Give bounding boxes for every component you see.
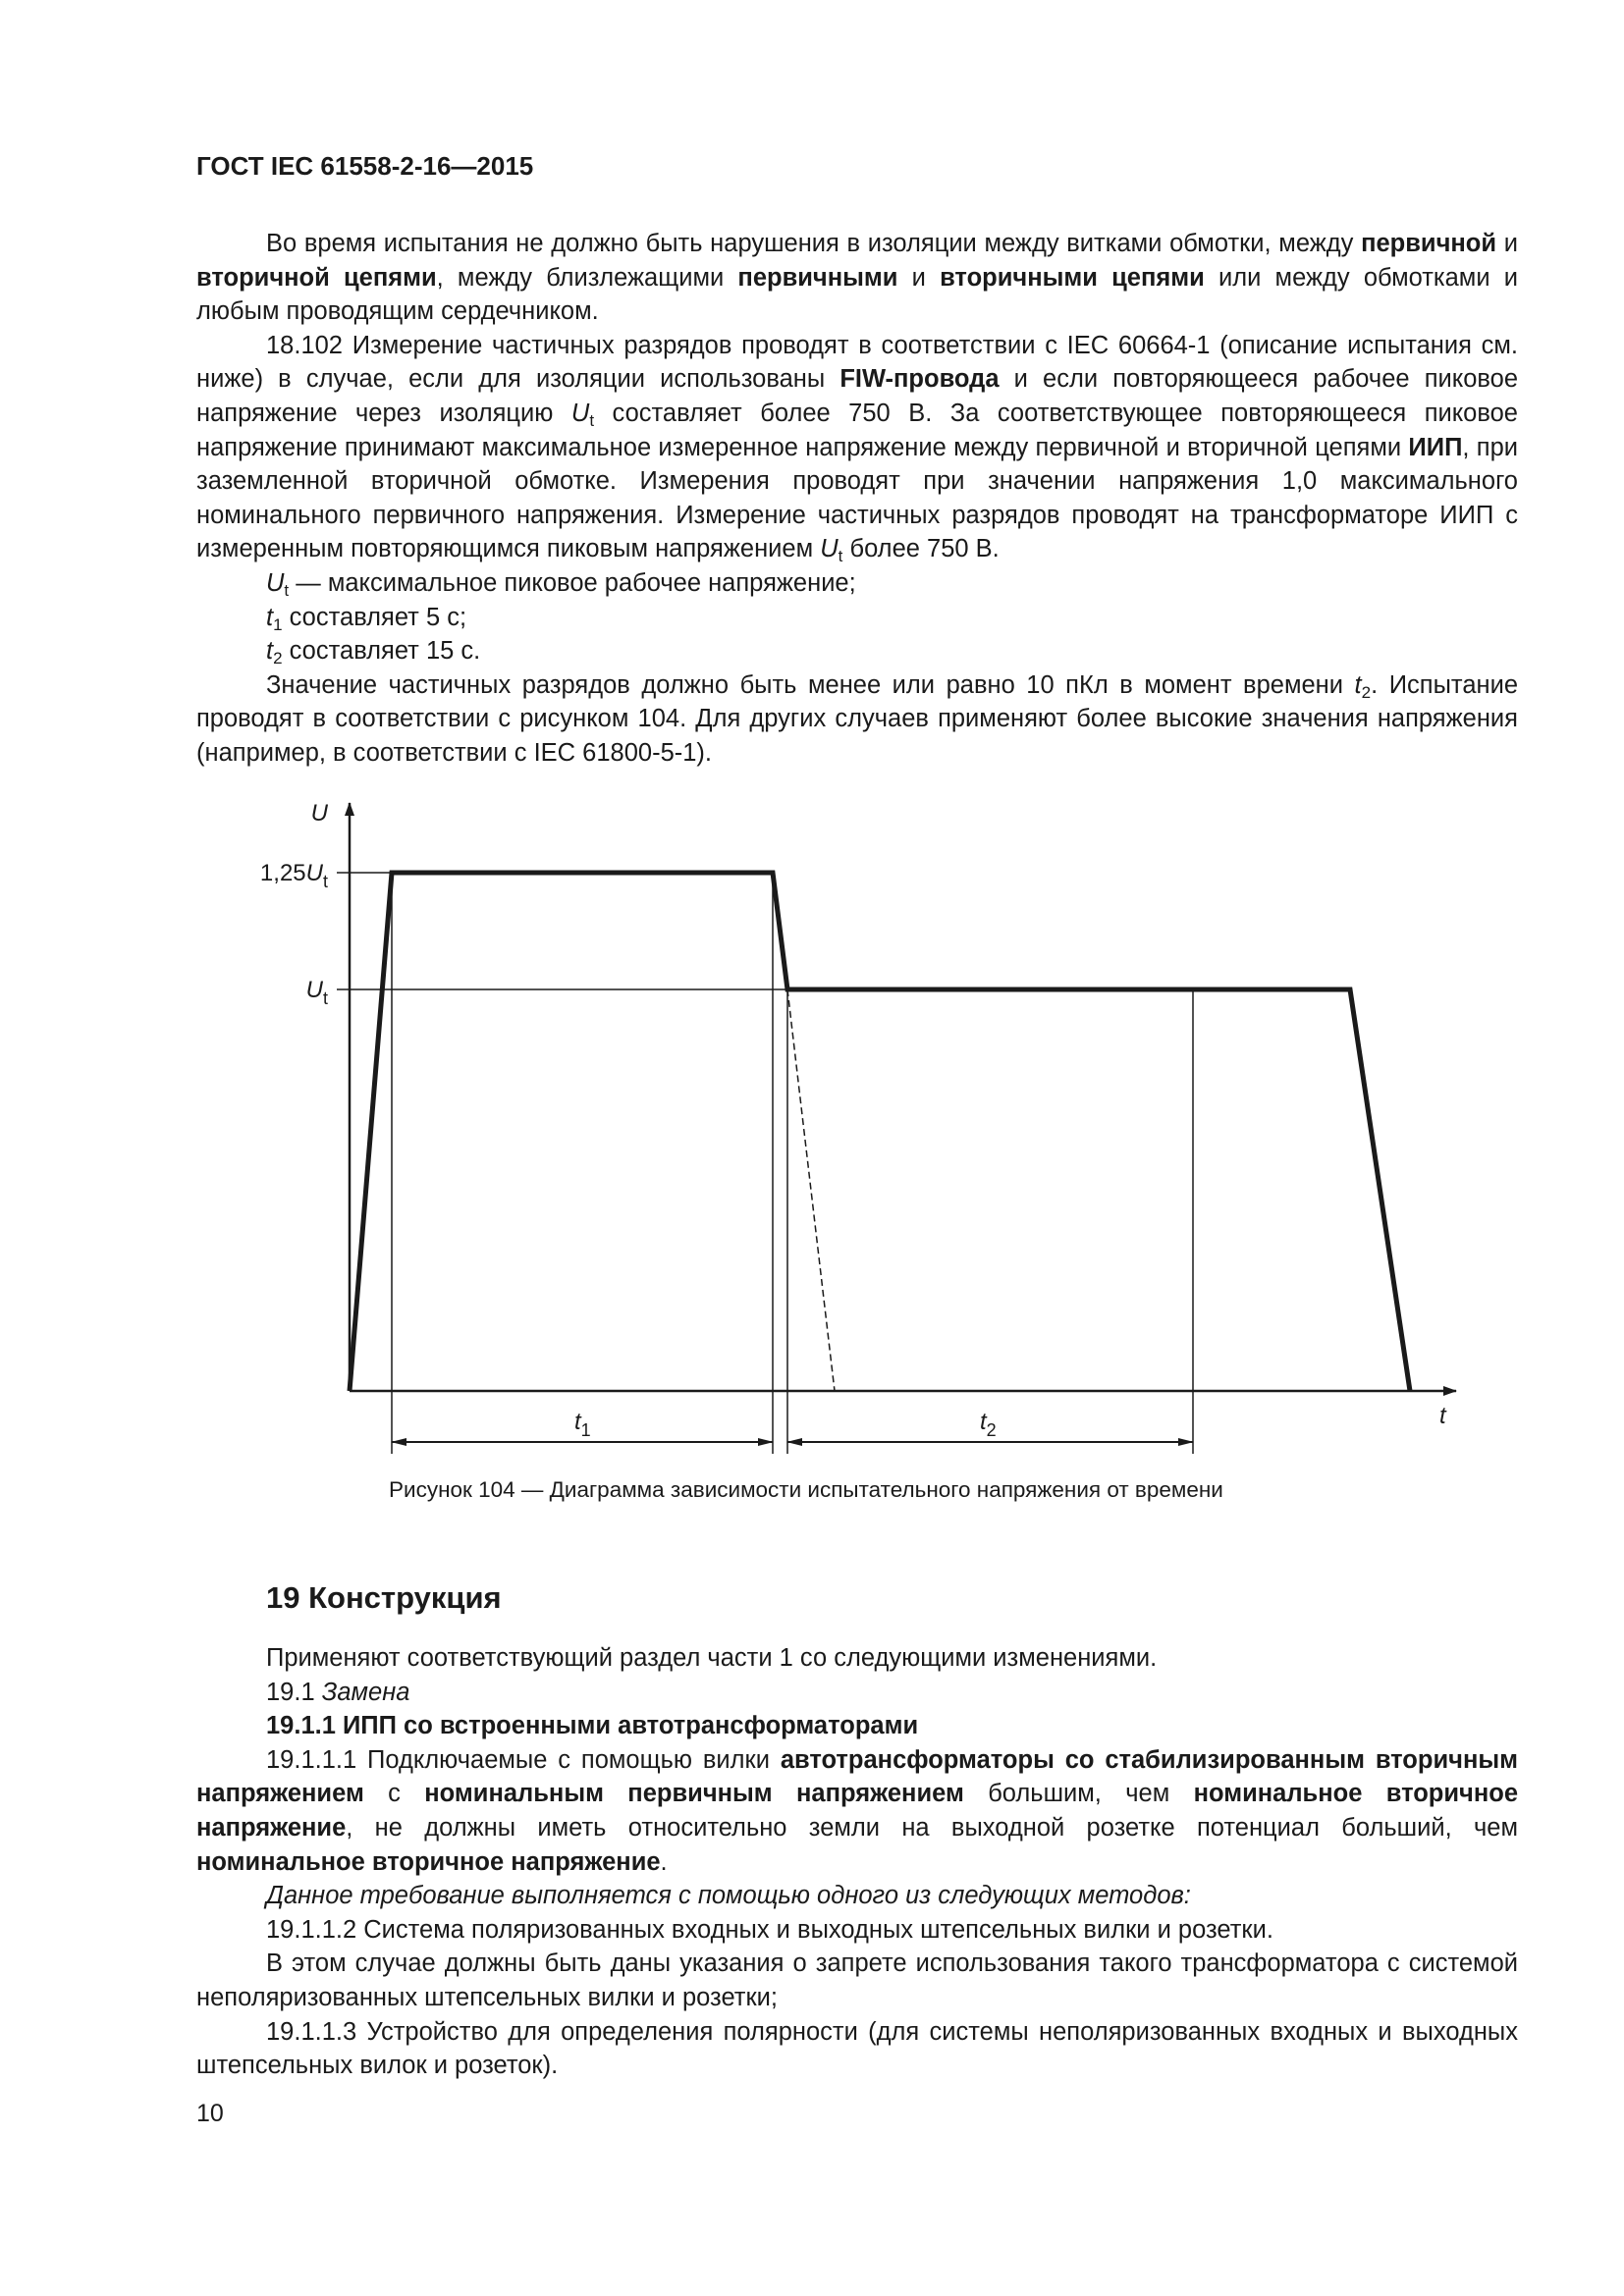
text-run: Во время испытания не должно быть нарушения в изоляции между витками обмотки, между bbox=[266, 230, 1362, 257]
italic-text: U bbox=[266, 568, 285, 597]
italic-text: t bbox=[266, 603, 274, 631]
y-axis-label: U bbox=[310, 800, 328, 827]
text-run: , при заземленной вторичной обмотке. Измерения проводят при значении напряжения 1,0 максимального номинального первичного напряжения. Измерение частичных разрядов проводят на трансформаторе ИИП с измеренным повторяющимся пиковым напряжением bbox=[196, 433, 1519, 563]
bold-term: ИИП bbox=[1408, 433, 1463, 461]
voltage-profile-line bbox=[350, 873, 1410, 1391]
text-run: 19.1.1.3 Устройство для определения полярности (для системы неполяризованных входных и выходных штепсельных вилок и розеток). bbox=[196, 2017, 1518, 2080]
subscript: t bbox=[589, 410, 595, 430]
paragraph bbox=[196, 1743, 1518, 1879]
level-ut-label: $U_t$ bbox=[305, 977, 328, 1008]
text-run: 19.1.1.2 Система поляризованных входных и выходных штепсельных вилки и розетки. bbox=[266, 1915, 1273, 1944]
text-run: и если повторяющееся рабочее пиковое напряжение через изоляцию bbox=[196, 365, 1518, 427]
text-run: , между близлежащими bbox=[436, 263, 738, 292]
bold-term: первичными bbox=[737, 263, 898, 292]
italic-text: U bbox=[820, 535, 839, 563]
text-run: . Испытание проводят в соответствии с рисунком 104. Для других случаев применяют более высокие значения напряжения (например, в соответствии с IEC 61800-5-1). bbox=[196, 670, 1519, 767]
italic-text: t bbox=[266, 637, 274, 666]
text-run: Применяют соответствующий раздел части 1 со следующими изменениями. bbox=[266, 1644, 1158, 1672]
text-run: 19.1.1.1 Подключаемые с помощью вилки bbox=[266, 1745, 781, 1774]
figure-caption: Рисунок 104 — Диаграмма зависимости испытательного напряжения от времени bbox=[389, 1477, 1223, 1502]
text-run: В этом случае должны быть даны указания о запрете использования такого трансформатора с системой неполяризованных штепсельных вилки и розетки; bbox=[196, 1949, 1518, 2011]
t2-label: $t_2$ bbox=[980, 1409, 997, 1440]
text-run: составляет 15 с. bbox=[282, 637, 481, 666]
italic-text: U bbox=[570, 399, 590, 427]
paragraph bbox=[196, 2015, 1518, 2083]
paragraph bbox=[196, 1879, 1518, 1913]
document-header: ГОСТ IEC 61558-2-16—2015 bbox=[196, 151, 534, 181]
subscript: 2 bbox=[273, 649, 283, 668]
t1-label: $t_1$ bbox=[574, 1409, 591, 1440]
text-run: и bbox=[897, 263, 941, 292]
text-run: — максимальное пиковое рабочее напряжение; bbox=[289, 568, 856, 597]
bold-term: вторичными цепями bbox=[940, 263, 1205, 292]
paragraph bbox=[196, 1947, 1518, 2014]
text-run: составляет 5 с; bbox=[282, 603, 467, 631]
subscript: t bbox=[838, 547, 843, 566]
italic-text: Замена bbox=[321, 1678, 410, 1706]
text-run: . bbox=[660, 1847, 668, 1876]
text-run: 19.1 bbox=[266, 1678, 322, 1706]
subscript: 2 bbox=[1361, 682, 1372, 702]
paragraph bbox=[196, 1913, 1518, 1948]
bold-term: автотрансформаторы со стабилизированным вторичным напряжением bbox=[196, 1745, 1518, 1808]
bold-term: номинальным первичным напряжением bbox=[424, 1780, 964, 1808]
body-text-bottom bbox=[196, 1641, 1518, 2083]
level-high-label: $1,25U_t$ bbox=[259, 860, 328, 891]
subscript: 1 bbox=[273, 614, 283, 634]
bold-term: вторичной цепями bbox=[196, 263, 437, 292]
subscript: t bbox=[284, 580, 290, 600]
bold-term: FIW-провода bbox=[839, 365, 1000, 394]
dashed-decay-line bbox=[787, 989, 835, 1391]
x-axis-label: t bbox=[1439, 1403, 1446, 1429]
section-heading: 19 Конструкция bbox=[266, 1580, 502, 1615]
bold-term: 19.1.1 ИПП со встроенными автотрансформаторами bbox=[266, 1712, 919, 1740]
bold-term: первичной bbox=[1361, 230, 1497, 257]
paragraph bbox=[196, 1709, 1518, 1743]
bold-term: номинальное вторичное напряжение bbox=[196, 1780, 1519, 1842]
text-run: , не должны иметь относительно земли на выходной розетке потенциал больший, чем bbox=[346, 1813, 1518, 1842]
page-number: 10 bbox=[196, 2100, 224, 2127]
paragraph bbox=[196, 1641, 1518, 1676]
text-run: с bbox=[363, 1780, 425, 1808]
text-run: 18.102 Измерение частичных разрядов проводят в соответствии с IEC 60664-1 (описание испытания см. ниже) в случае, если для изоляции использованы bbox=[196, 331, 1518, 394]
text-run: большим, чем bbox=[963, 1780, 1194, 1808]
bold-term: номинальное вторичное напряжение bbox=[196, 1847, 661, 1876]
text-run: более 750 В. bbox=[842, 535, 1000, 563]
text-run: или между обмотками и любым проводящим сердечником. bbox=[196, 263, 1519, 326]
italic-text: t bbox=[1354, 670, 1362, 699]
text-run: Значение частичных разрядов должно быть менее или равно 10 пКл в момент времени bbox=[266, 670, 1355, 699]
text-run: и bbox=[1496, 230, 1518, 257]
paragraph bbox=[196, 1676, 1518, 1710]
italic-text: Данное требование выполняется с помощью одного из следующих методов: bbox=[266, 1882, 1191, 1910]
text-run: составляет более 750 В. За соответствующее повторяющееся пиковое напряжение принимают максимальное измеренное напряжение между первичной и вторичной цепями bbox=[196, 399, 1518, 461]
